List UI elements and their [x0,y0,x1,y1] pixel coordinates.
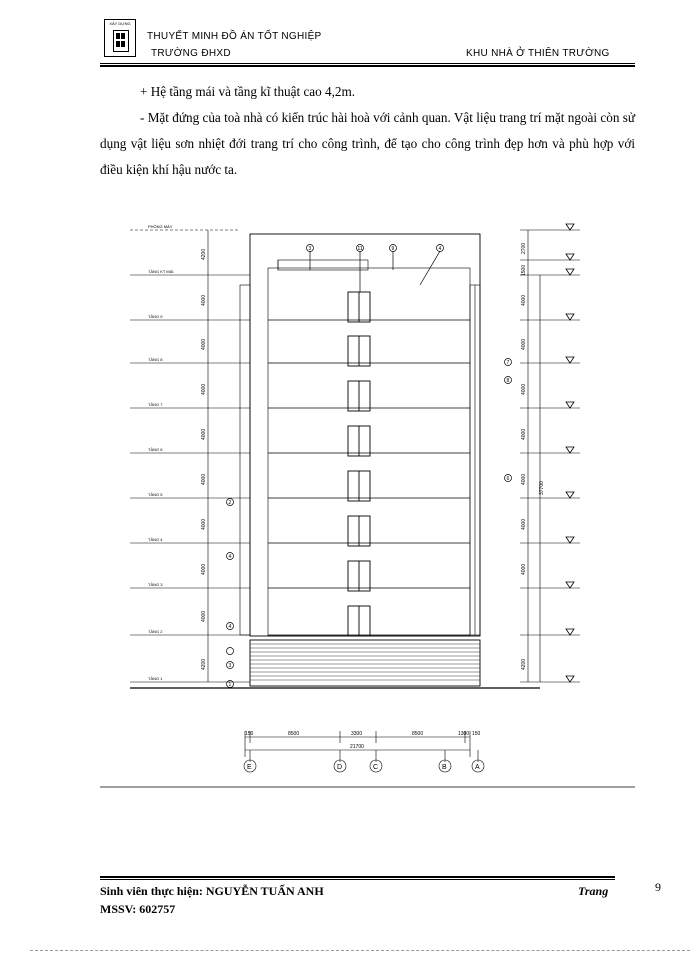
callout-9: 4 [228,554,232,560]
callout-8: 2 [228,500,232,506]
page-number: 9 [655,880,661,894]
callout-12: 1 [228,682,232,688]
right-dim-8: 4000 [521,518,527,530]
floor-label-6: TẦNG 6 [148,447,163,452]
header-title: THUYẾT MINH ĐỒ ÁN TỐT NGHIỆP [147,31,322,42]
right-dim-3: 4000 [521,294,527,306]
left-dim-10: 4200 [201,658,207,670]
left-dim-1: 4200 [201,248,207,260]
bottom-dim-4: 8500 [412,731,424,737]
floor-label-9: TẦNG 9 [148,314,163,319]
grid-axis-b: B [442,764,447,771]
left-dim-8: 4000 [201,563,207,575]
logo [104,19,136,57]
callout-2: 11 [357,246,363,252]
page-bottom-border [30,950,690,951]
total-width: 21700 [350,744,364,750]
left-dim-2: 4000 [201,294,207,306]
floor-label-3: TẦNG 3 [148,582,163,587]
right-dim-2: 1500 [521,264,527,276]
floor-label-1: TẦNG 1 [148,676,163,681]
body-text [100,79,635,183]
callout-5: 7 [506,360,510,366]
left-dim-7: 4000 [201,518,207,530]
elevation-drawing [100,210,635,790]
right-dim-9: 4000 [521,563,527,575]
grid-axis-e: E [247,764,252,771]
left-dim-4: 4000 [201,383,207,395]
floor-label-8: TẦNG 8 [148,357,163,362]
callout-1: 3 [308,246,312,252]
right-dim-6: 4000 [521,428,527,440]
header-rule [100,63,635,67]
grid-axis-a: A [475,764,480,771]
header-project: KHU NHÀ Ở THIÊN TRƯỜNG [466,48,610,59]
right-dim-10: 4200 [521,658,527,670]
bottom-dim-6: 150 [472,731,481,737]
logo-emblem [113,30,129,52]
footer-rule [100,876,615,880]
bottom-dim-2: 8500 [288,731,300,737]
footer-student: Sinh viên thực hiện: NGUYỄN TUẤN ANH [100,884,324,898]
total-height: 37700 [539,481,545,495]
footer-mssv: MSSV: 602757 [100,902,176,916]
right-dim-4: 4000 [521,338,527,350]
right-dim-1: 2700 [521,242,527,254]
bottom-dim-5: 1300 [458,731,470,737]
callout-3: 9 [391,246,395,252]
callout-10: 4 [228,624,232,630]
left-dim-9: 4000 [201,610,207,622]
callout-4: 4 [438,246,442,252]
bottom-dim-1: 150 [245,731,254,737]
right-dim-5: 4000 [521,383,527,395]
callout-6: 8 [506,378,510,384]
floor-label-2: TẦNG 2 [148,629,163,634]
logo-text: XÂY DỰNG [109,21,131,26]
floor-label-7: TẦNG 7 [148,402,163,407]
footer-trang: Trang [578,884,609,898]
bottom-dim-3: 3300 [351,731,363,737]
callout-11: 3 [228,663,232,669]
left-dim-3: 4000 [201,338,207,350]
header-school: TRƯỜNG ĐHXD [151,48,231,59]
callout-7: 6 [506,476,510,482]
left-dim-5: 4000 [201,428,207,440]
grid-axis-d: D [337,764,343,771]
floor-label-roof: PHÒNG MÁY [148,224,173,229]
floor-label-5: TẦNG 5 [148,492,163,497]
right-dim-7: 4000 [521,473,527,485]
grid-axis-c: C [373,764,379,771]
floor-label-kt: TẦNG KT MÁI [148,269,174,274]
paragraph-1: + Hệ tầng mái và tầng kĩ thuật cao 4,2m. [140,84,356,99]
paragraph-2: - Mặt đứng của toà nhà có kiến trúc hài hoà với cảnh quan. Vật liệu trang trí mặt ngoài còn sử dụng vật liệu sơn nhiệt đới trang trí cho công trình, để tạo cho công trình đẹp hơn và phù hợp với điều kiện khí hậu nước ta. [100,110,635,177]
floor-label-4: TẦNG 4 [148,537,163,542]
left-dim-6: 4000 [201,473,207,485]
